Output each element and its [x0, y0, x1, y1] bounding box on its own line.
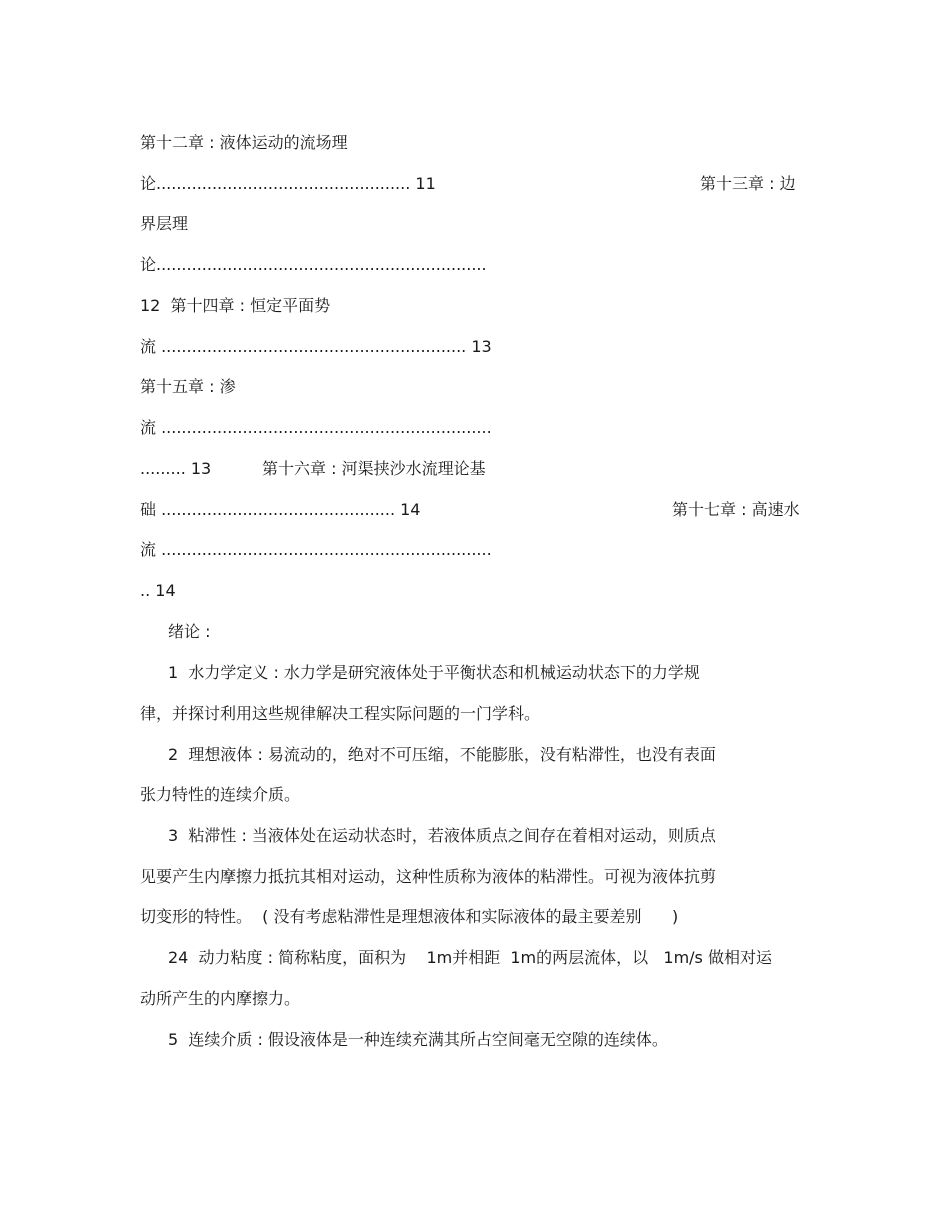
paragraph-line: 张力特性的连续介质。	[140, 785, 301, 804]
paragraph-line: 3 粘滞性 : 当液体处在运动状态时，若液体质点之间存在着相对运动，则质点	[168, 826, 716, 845]
paragraph-line: 见要产生内摩擦力抵抗其相对运动，这种性质称为液体的粘滞性。可视为液体抗剪	[140, 867, 717, 886]
toc-line: 第十七章 : 高速水	[672, 500, 800, 519]
toc-line: .. 14	[140, 581, 176, 600]
toc-line: 12 第十四章 : 恒定平面势	[140, 296, 331, 315]
toc-line: 流 ............................................................ 13	[140, 337, 492, 356]
toc-line: 界层理	[140, 214, 189, 233]
toc-line: 论.................................................. 11	[140, 174, 436, 193]
toc-line: ......... 13	[140, 459, 212, 478]
paragraph-line: 5 连续介质 : 假设液体是一种连续充满其所占空间毫无空隙的连续体。	[168, 1030, 668, 1049]
paragraph-line: 2 理想液体 : 易流动的，绝对不可压缩，不能膨胀，没有粘滞性，也没有表面	[168, 745, 716, 764]
toc-line: 第十二章 : 液体运动的流场理	[140, 133, 348, 152]
paragraph-line: 切变形的特性。 ( 没有考虑粘滞性是理想液体和实际液体的最主要差别 )	[140, 907, 679, 926]
toc-line: 第十三章 : 边	[700, 174, 796, 193]
paragraph-line: 律，并探讨利用这些规律解决工程实际问题的一门学科。	[140, 704, 541, 723]
toc-line: 流 .................................................................	[140, 540, 492, 559]
toc-line: 第十六章 : 河渠挟沙水流理论基	[262, 459, 486, 478]
paragraph-line: 1 水力学定义 : 水力学是研究液体处于平衡状态和机械运动状态下的力学规	[168, 663, 700, 682]
toc-line: 第十五章 : 渗	[140, 377, 236, 396]
paragraph-line: 24 动力粘度 : 简称粘度，面积为 1m并相距 1m的两层流体，以 1m/s 做相对运	[168, 948, 772, 967]
toc-line: 础 .............................................. 14	[140, 500, 421, 519]
section-heading: 绪论 :	[168, 622, 211, 641]
toc-line: 论.................................................................	[140, 255, 487, 274]
paragraph-line: 动所产生的内摩擦力。	[140, 989, 301, 1008]
toc-line: 流 .................................................................	[140, 418, 492, 437]
